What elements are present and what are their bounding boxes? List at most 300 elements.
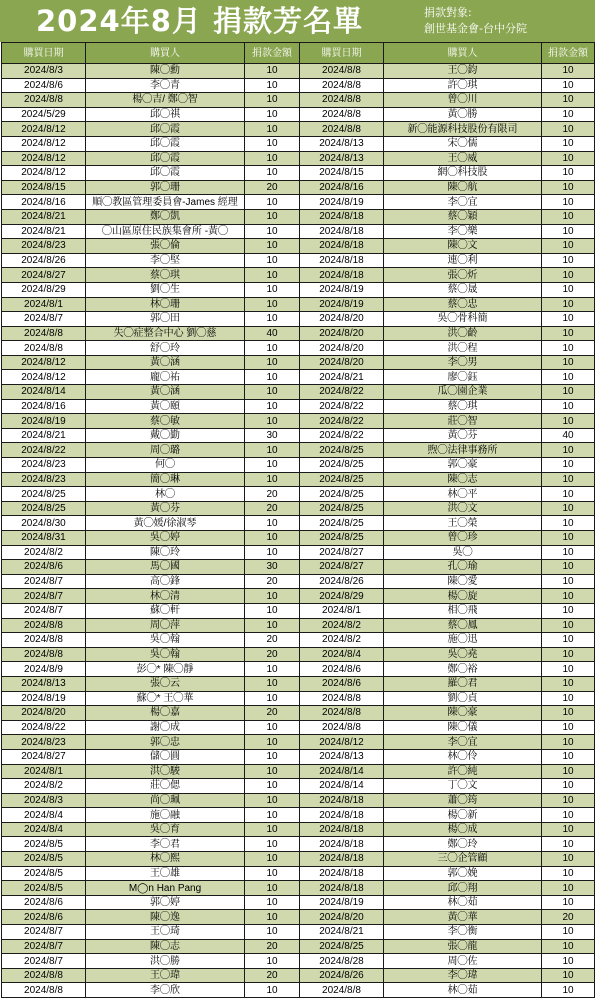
cell-amount: 10 [245,852,300,867]
table-row [2,589,595,604]
cell-date: 2024/8/8 [300,983,384,998]
cell-date: 2024/8/25 [300,516,384,531]
cell-buyer: 洪◯齡 [384,326,542,341]
cell-amount: 10 [245,239,300,254]
cell-amount: 10 [542,662,595,677]
cell-date: 2024/8/25 [300,458,384,473]
table-row [2,662,595,677]
cell-buyer: 蕭◯筠 [384,793,542,808]
cell-date: 2024/8/8 [2,93,86,108]
cell-amount: 10 [542,151,595,166]
cell-amount: 10 [245,925,300,940]
cell-amount: 10 [245,93,300,108]
cell-amount: 10 [542,881,595,896]
table-row [2,895,595,910]
cell-amount: 10 [542,925,595,940]
cell-amount: 10 [245,531,300,546]
cell-amount: 10 [542,676,595,691]
cell-date: 2024/8/14 [300,764,384,779]
cell-amount: 10 [245,676,300,691]
cell-buyer: 張◯云 [86,676,245,691]
table-row [2,749,595,764]
table-row [2,560,595,575]
cell-date: 2024/8/25 [300,487,384,502]
cell-buyer: 林◯珊 [86,297,245,312]
cell-buyer: 邱◯霞 [86,136,245,151]
cell-date: 2024/8/22 [300,399,384,414]
cell-buyer: 王◯榮 [384,516,542,531]
cell-buyer: 施◯迅 [384,633,542,648]
cell-date: 2024/8/8 [2,647,86,662]
cell-date: 2024/8/20 [300,910,384,925]
cell-amount: 10 [542,443,595,458]
cell-buyer: 劉◯貞 [384,691,542,706]
cell-buyer: 尚◯珮 [86,793,245,808]
table-row [2,472,595,487]
cell-buyer: 陳◯勳 [86,64,245,79]
cell-amount: 20 [245,939,300,954]
cell-amount: 10 [542,939,595,954]
cell-date: 2024/8/16 [2,399,86,414]
cell-date: 2024/8/21 [2,209,86,224]
table-row [2,209,595,224]
cell-buyer: 蔡◯敏 [86,414,245,429]
cell-amount: 10 [245,312,300,327]
cell-date: 2024/8/18 [300,793,384,808]
cell-buyer: 李◯堅 [86,253,245,268]
cell-date: 2024/8/18 [300,268,384,283]
cell-buyer: 林◯熙 [86,852,245,867]
cell-date: 2024/8/22 [300,428,384,443]
table-row [2,706,595,721]
cell-buyer: 洪◯文 [384,501,542,516]
cell-amount: 10 [245,443,300,458]
cell-buyer: 陳◯玲 [86,545,245,560]
cell-buyer: 邱◯翔 [384,881,542,896]
cell-amount: 10 [245,370,300,385]
cell-amount: 10 [245,64,300,79]
cell-date: 2024/8/8 [300,691,384,706]
cell-amount: 10 [542,560,595,575]
cell-date: 2024/8/27 [2,749,86,764]
cell-amount: 10 [542,385,595,400]
cell-date: 2024/8/20 [300,341,384,356]
table-row [2,852,595,867]
cell-date: 2024/8/22 [300,414,384,429]
table-row [2,326,595,341]
table-row [2,910,595,925]
cell-amount: 10 [542,209,595,224]
cell-date: 2024/8/8 [2,968,86,983]
cell-amount: 10 [542,779,595,794]
cell-buyer: 黃◯頤 [86,399,245,414]
cell-date: 2024/8/8 [300,93,384,108]
cell-amount: 10 [542,589,595,604]
cell-date: 2024/8/27 [300,560,384,575]
cell-buyer: 高◯鋒 [86,574,245,589]
cell-amount: 10 [542,822,595,837]
cell-date: 2024/8/23 [2,458,86,473]
cell-date: 2024/8/3 [2,793,86,808]
cell-date: 2024/8/14 [2,385,86,400]
cell-buyer: 李◯欣 [86,983,245,998]
cell-amount: 10 [245,808,300,823]
cell-date: 2024/8/28 [300,954,384,969]
cell-amount: 10 [542,691,595,706]
cell-buyer: 郭◯田 [86,312,245,327]
cell-date: 2024/8/8 [2,326,86,341]
table-row [2,837,595,852]
cell-date: 2024/8/19 [300,297,384,312]
table-row [2,355,595,370]
cell-amount: 10 [245,691,300,706]
cell-amount: 10 [542,866,595,881]
cell-buyer: 陳◯文 [384,239,542,254]
cell-buyer: 吳◯育 [86,822,245,837]
cell-date: 2024/8/18 [300,837,384,852]
cell-date: 2024/8/8 [300,78,384,93]
cell-buyer: M◯n Han Pang [86,881,245,896]
cell-buyer: 王◯威 [384,151,542,166]
cell-buyer: 郭◯婷 [86,895,245,910]
table-row [2,151,595,166]
cell-date: 2024/8/26 [300,574,384,589]
cell-amount: 10 [245,793,300,808]
cell-buyer: 黃◯勝 [384,107,542,122]
cell-buyer: 吳◯骨科簡 [384,312,542,327]
cell-date: 2024/8/13 [300,151,384,166]
table-row [2,312,595,327]
cell-amount: 10 [542,93,595,108]
cell-date: 2024/8/5 [2,881,86,896]
cell-date: 2024/8/23 [2,472,86,487]
cell-amount: 10 [245,151,300,166]
cell-buyer: 曾◯川 [384,93,542,108]
cell-amount: 10 [542,78,595,93]
cell-date: 2024/8/29 [300,589,384,604]
table-row [2,297,595,312]
cell-date: 2024/8/23 [2,735,86,750]
cell-amount: 20 [542,910,595,925]
cell-date: 2024/8/27 [2,268,86,283]
cell-date: 2024/8/8 [2,633,86,648]
cell-date: 2024/8/6 [2,895,86,910]
cell-buyer: 鄭◯凱 [86,209,245,224]
cell-buyer: 李◯瑋 [384,968,542,983]
cell-amount: 10 [245,122,300,137]
cell-amount: 10 [245,866,300,881]
cell-date: 2024/8/2 [2,779,86,794]
cell-date: 2024/8/21 [300,370,384,385]
cell-amount: 10 [245,589,300,604]
cell-amount: 10 [542,166,595,181]
cell-buyer: 李◯樂 [384,224,542,239]
cell-amount: 10 [542,195,595,210]
cell-date: 2024/8/7 [2,574,86,589]
cell-date: 2024/8/8 [300,107,384,122]
cell-date: 2024/8/18 [300,224,384,239]
cell-buyer: 楊◯新 [384,808,542,823]
cell-buyer: 吳◯堯 [384,647,542,662]
cell-amount: 10 [245,910,300,925]
cell-amount: 10 [542,136,595,151]
cell-date: 2024/8/6 [2,560,86,575]
cell-date: 2024/8/2 [300,618,384,633]
table-row [2,501,595,516]
cell-buyer: 邱◯祺 [86,107,245,122]
cell-buyer: 郭◯珊 [86,180,245,195]
cell-date: 2024/8/15 [2,180,86,195]
cell-date: 2024/8/25 [2,487,86,502]
cell-buyer: 丁◯文 [384,779,542,794]
cell-date: 2024/8/12 [2,166,86,181]
cell-buyer: 三◯企管顧 [384,852,542,867]
table-row [2,282,595,297]
cell-amount: 10 [542,545,595,560]
cell-buyer: 洪◯勝 [86,954,245,969]
cell-buyer: 孔◯瑜 [384,560,542,575]
cell-date: 2024/8/13 [300,136,384,151]
cell-date: 2024/5/29 [2,107,86,122]
table-row [2,531,595,546]
cell-date: 2024/8/7 [2,603,86,618]
cell-date: 2024/8/31 [2,531,86,546]
cell-amount: 10 [542,268,595,283]
cell-buyer: 馬◯國 [86,560,245,575]
cell-date: 2024/8/8 [2,618,86,633]
column-header-date-right: 購買日期 [300,43,384,64]
cell-buyer: 煦◯法律事務所 [384,443,542,458]
table-row [2,676,595,691]
table-row [2,808,595,823]
cell-buyer: 黃◯芬 [86,501,245,516]
table-row [2,618,595,633]
table-row [2,399,595,414]
cell-date: 2024/8/12 [2,122,86,137]
cell-date: 2024/8/15 [300,166,384,181]
cell-buyer: 劉◯生 [86,282,245,297]
table-row [2,822,595,837]
cell-buyer: 陳◯逸 [86,910,245,925]
cell-date: 2024/8/6 [300,662,384,677]
table-row [2,341,595,356]
cell-buyer: 吳◯婷 [86,531,245,546]
cell-amount: 20 [245,968,300,983]
cell-buyer: 林◯茹 [384,895,542,910]
cell-amount: 10 [542,764,595,779]
table-row [2,414,595,429]
cell-amount: 10 [245,224,300,239]
cell-buyer: 李◯君 [86,837,245,852]
table-row [2,93,595,108]
cell-amount: 10 [542,414,595,429]
cell-amount: 10 [542,312,595,327]
cell-amount: 10 [245,779,300,794]
cell-date: 2024/8/22 [300,385,384,400]
cell-buyer: 王◯瑋 [86,968,245,983]
cell-amount: 10 [542,618,595,633]
table-row [2,487,595,502]
cell-buyer: 洪◯程 [384,341,542,356]
table-row [2,268,595,283]
cell-amount: 10 [245,268,300,283]
cell-amount: 10 [245,472,300,487]
cell-buyer: 王◯鈞 [384,64,542,79]
cell-buyer: 張◯倫 [86,239,245,254]
cell-amount: 10 [542,487,595,502]
donation-table [1,42,595,998]
table-row [2,516,595,531]
cell-amount: 20 [245,180,300,195]
cell-amount: 10 [542,253,595,268]
cell-amount: 10 [542,633,595,648]
cell-buyer: 吳◯翰 [86,647,245,662]
cell-date: 2024/8/7 [2,312,86,327]
cell-amount: 20 [245,633,300,648]
table-row [2,180,595,195]
table-row [2,239,595,254]
cell-amount: 10 [245,253,300,268]
cell-amount: 10 [245,983,300,998]
cell-buyer: 陳◯志 [86,939,245,954]
cell-buyer: 周◯璐 [86,443,245,458]
cell-date: 2024/8/25 [300,472,384,487]
donation-recipient [424,5,527,37]
cell-amount: 40 [542,428,595,443]
table-row [2,735,595,750]
table-row [2,195,595,210]
cell-amount: 10 [542,808,595,823]
cell-date: 2024/8/20 [300,326,384,341]
cell-buyer: 王◯琦 [86,925,245,940]
table-row [2,764,595,779]
cell-amount: 10 [245,385,300,400]
cell-amount: 20 [245,501,300,516]
cell-buyer: 彭◯* 陳◯靜 [86,662,245,677]
cell-amount: 10 [245,516,300,531]
table-row [2,633,595,648]
cell-date: 2024/8/13 [300,749,384,764]
cell-amount: 10 [542,326,595,341]
cell-date: 2024/8/18 [300,866,384,881]
cell-date: 2024/8/6 [2,910,86,925]
cell-date: 2024/8/19 [300,895,384,910]
cell-buyer: 李◯宜 [384,195,542,210]
cell-buyer: 李◯衡 [384,925,542,940]
cell-buyer: 莊◯智 [384,414,542,429]
column-header-amount-right: 捐款金額 [542,43,595,64]
table-row [2,443,595,458]
cell-amount: 10 [542,749,595,764]
table-row [2,779,595,794]
cell-amount: 10 [542,647,595,662]
cell-date: 2024/8/16 [300,180,384,195]
recipient-name: 創世基金會-台中分院 [424,22,527,35]
cell-amount: 10 [542,458,595,473]
cell-date: 2024/8/25 [300,531,384,546]
cell-buyer: 蘇◯軒 [86,603,245,618]
cell-date: 2024/8/19 [2,414,86,429]
cell-date: 2024/8/12 [2,355,86,370]
cell-amount: 10 [245,399,300,414]
cell-buyer: 張◯炘 [384,268,542,283]
cell-date: 2024/8/25 [300,443,384,458]
cell-amount: 10 [245,78,300,93]
cell-buyer: 網◯科技股 [384,166,542,181]
table-row [2,545,595,560]
cell-date: 2024/8/18 [300,822,384,837]
cell-buyer: 邱◯霞 [86,166,245,181]
cell-date: 2024/8/1 [2,764,86,779]
cell-buyer: 許◯琪 [384,78,542,93]
cell-buyer: 陳◯愛 [384,574,542,589]
cell-buyer: 何◯ [86,458,245,473]
cell-buyer: 鄭◯玲 [384,837,542,852]
cell-date: 2024/8/21 [300,925,384,940]
cell-date: 2024/8/19 [300,282,384,297]
cell-amount: 10 [542,64,595,79]
cell-date: 2024/8/16 [2,195,86,210]
recipient-label: 捐款對象: [424,6,472,19]
cell-date: 2024/8/4 [2,822,86,837]
cell-date: 2024/8/8 [2,341,86,356]
cell-buyer: 蘇◯* 王◯華 [86,691,245,706]
cell-amount: 10 [542,531,595,546]
cell-amount: 10 [542,837,595,852]
cell-date: 2024/8/2 [2,545,86,560]
cell-date: 2024/8/21 [2,224,86,239]
cell-amount: 10 [542,793,595,808]
cell-amount: 10 [542,895,595,910]
cell-amount: 10 [542,574,595,589]
cell-date: 2024/8/12 [2,136,86,151]
cell-date: 2024/8/22 [2,720,86,735]
cell-date: 2024/8/13 [2,676,86,691]
cell-buyer: 許◯純 [384,764,542,779]
cell-date: 2024/8/14 [300,779,384,794]
cell-buyer: 林◯伶 [384,749,542,764]
cell-buyer: 郭◯豪 [384,458,542,473]
cell-buyer: 順◯教區管理委員會-James 經理 [86,195,245,210]
cell-buyer: 楊◯旋 [384,589,542,604]
cell-buyer: 陳◯航 [384,180,542,195]
cell-date: 2024/8/12 [300,735,384,750]
cell-buyer: 陳◯豪 [384,706,542,721]
column-header-buyer-left: 購買人 [86,43,245,64]
cell-amount: 10 [245,895,300,910]
cell-date: 2024/8/30 [2,516,86,531]
cell-amount: 10 [245,355,300,370]
cell-buyer: 李◯宜 [384,735,542,750]
table-row [2,166,595,181]
cell-date: 2024/8/20 [300,355,384,370]
page-title: 2024年8月 捐款芳名單 [36,4,363,38]
cell-date: 2024/8/18 [300,209,384,224]
cell-buyer: 蔡◯琪 [86,268,245,283]
table-row [2,720,595,735]
cell-buyer: 謝◯成 [86,720,245,735]
cell-amount: 10 [245,458,300,473]
cell-buyer: 李◯青 [86,78,245,93]
table-row [2,691,595,706]
cell-date: 2024/8/8 [300,122,384,137]
table-row [2,574,595,589]
cell-date: 2024/8/18 [300,852,384,867]
cell-amount: 10 [245,618,300,633]
cell-buyer: 相◯飛 [384,603,542,618]
cell-date: 2024/8/18 [300,808,384,823]
cell-amount: 10 [245,341,300,356]
